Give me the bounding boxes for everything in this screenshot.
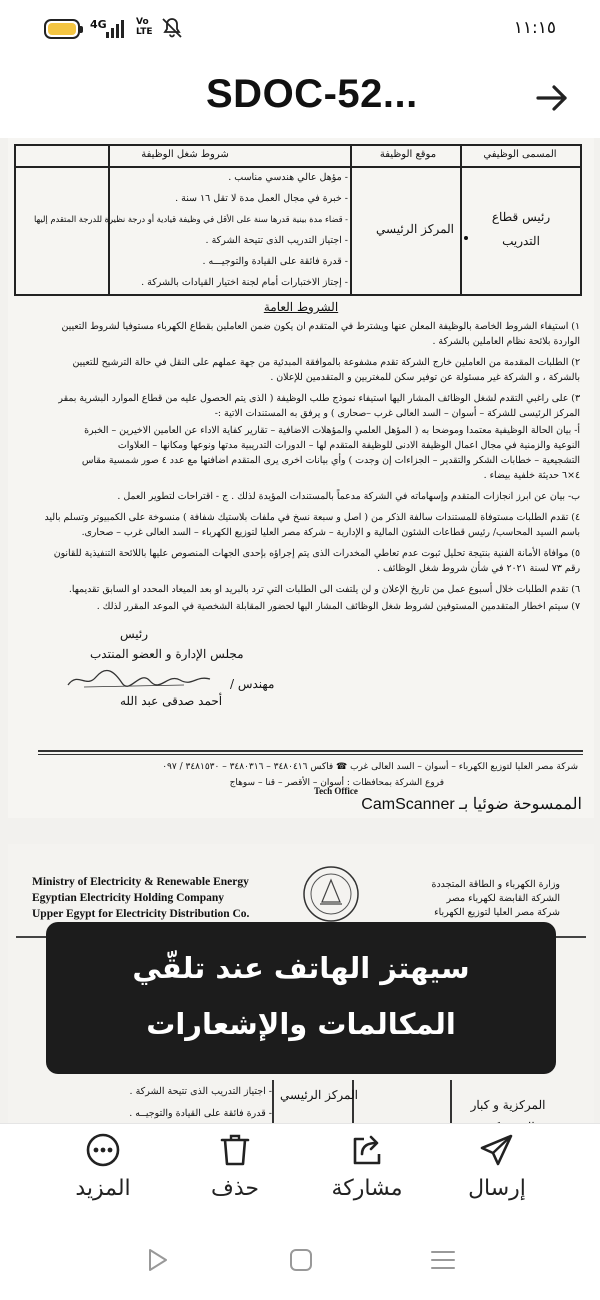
- send-button[interactable]: [442, 1132, 552, 1222]
- letterhead-english: Ministry of Electricity & Renewable Energy Egyptian Electricity Holding Company Upper Egypt for Electricity Distribution Co.: [32, 876, 250, 920]
- toast-message: [46, 922, 556, 1074]
- header-requirements: شروط شغل الوظيفة: [141, 149, 229, 160]
- job-table: [14, 144, 582, 296]
- company-seal-icon: [298, 864, 364, 924]
- job-title-line1: المركزية و كبار: [470, 1098, 546, 1112]
- battery-icon: [44, 19, 80, 39]
- paragraph: التشجيعية – خطابات الشكر والتقدير – الجزاءات إن وجدت ) وأي بيانات اخرى يرى المتقدم اضافتها مع عدد ٤ صور شمسية مقاس: [81, 455, 580, 466]
- delete-button[interactable]: [180, 1132, 290, 1222]
- header-location: موقع الوظيفة: [379, 149, 437, 160]
- paragraph: ب- بيان عن ابرز انجازات المتقدم وإسهاماته في الشركة مدعماً بالمستندات المؤيدة لذلك . ج - اقتراحات لتطوير العمل .: [117, 491, 580, 502]
- requirement: - اجتياز التدريب الذى تتيحة الشركة .: [205, 235, 348, 246]
- more-icon: [85, 1132, 121, 1168]
- home-square-icon[interactable]: [286, 1245, 316, 1275]
- clock: ١١:١٥: [513, 18, 556, 38]
- job-location: المركز الرئيسي: [280, 1088, 358, 1102]
- paragraph: بالشركة ، و الشركة غير مسئولة عن توفير سكن للمغتربين و المتقدمين للإعلان .: [270, 372, 580, 383]
- requirement: - قدرة فائقة على القيادة والتوجيـــه .: [202, 256, 348, 267]
- viewer-header: [0, 58, 600, 138]
- requirement: - خبرة في مجال العمل مدة لا تقل ١٦ سنة .: [175, 193, 348, 204]
- footer-divider-thin: [38, 754, 583, 755]
- back-triangle-icon[interactable]: [142, 1245, 172, 1275]
- paragraph: ٤×٦ حديثة خلفية بيضاء .: [483, 470, 580, 481]
- paragraph: ٢) الطلبات المقدمة من العاملين خارج الشركة تقدم مشفوعة بالموافقة المبدئية من جهة عملهم على النقل في حالة الترشيح للتعيين: [72, 357, 580, 368]
- share-button[interactable]: [312, 1132, 422, 1222]
- paragraph: رقم ٧٣ لسنة ٢٠٢١ في شأن شروط شغل الوظائف .: [377, 563, 580, 574]
- requirement: - قضاء مدة بينية قدرها سنة على الأقل في وظيفة قيادية أو درجة نظيرة للدرجة المتقدم إليها: [34, 214, 348, 224]
- handwritten-signature: [64, 665, 214, 693]
- footer-address: شركة مصر العليا لتوزيع الكهرباء – أسوان – السد العالى غرب ☎ فاكس ٣٤٨٠٤١٦ – ٣٤٨٠٣١٦ – ٣٤٨١٥٣٠ / ٠٩٧: [162, 762, 578, 772]
- toast-line1: سيهتز الهاتف عند تلقّي: [132, 951, 470, 985]
- document-page-1: [8, 138, 594, 818]
- volte-icon: Vo LTE: [136, 17, 153, 37]
- network-type: 4G: [90, 18, 107, 31]
- signature-role: رئيس: [120, 627, 149, 641]
- signal-icon: [106, 20, 124, 38]
- job-title-line1: رئيس قطاع: [491, 210, 551, 224]
- delete-label: حذف: [211, 1176, 259, 1201]
- requirement: - مؤهل عالي هندسي مناسب .: [228, 172, 348, 183]
- share-label: مشاركة: [331, 1176, 403, 1201]
- job-title-line2: التدريب: [502, 234, 540, 248]
- more-label: المزيد: [75, 1176, 131, 1201]
- footer-branches: فروع الشركة بمحافظات : أسوان – الأقصر – قنا – سوهاج: [229, 778, 444, 788]
- paragraph: ٥) موافاة الأمانة الفنية بنتيجة تحليل ثبوت عدم تعاطي المخدرات الذى يتم إجراؤه بإحدى الجهات المنصوص عليها باللائحة التنفيذية للقانون: [53, 548, 580, 559]
- bottom-action-bar: [0, 1123, 600, 1223]
- paragraph: أ- بيان الحالة الوظيفية معتمدا وموضحا به ( المؤهل العلمي والمؤهلات الاضافية – تقارير كفاية الاداء عن العامين الاخيرين – الخبرة: [84, 425, 580, 436]
- document-title: SDOC-52...: [206, 72, 418, 116]
- system-nav-bar: [0, 1223, 600, 1300]
- trash-icon: [217, 1132, 253, 1168]
- recents-lines-icon[interactable]: [428, 1245, 458, 1275]
- requirement: - اجتياز التدريب الذى تتيحة الشركة .: [129, 1086, 272, 1097]
- job-location: المركز الرئيسي: [376, 222, 454, 236]
- arrow-right-icon[interactable]: [532, 78, 572, 118]
- paragraph: ١) استيفاء الشروط الخاصة بالوظيفة المعلن عنها ويشترط في المتقدم ان يكون ضمن العاملين بقطاع الكهرباء مستوفيا لشروط التعيين: [61, 321, 580, 332]
- signature-name: أحمد صدقى عبد الله: [120, 694, 223, 708]
- share-icon: [349, 1132, 385, 1168]
- status-bar: [0, 0, 600, 58]
- more-button[interactable]: [48, 1132, 158, 1222]
- paragraph: ٦) تقدم الطلبات خلال أسبوع عمل من تاريخ الإعلان و لن يلتفت الى الطلبات التي ترد بالبريد او بعد الميعاد المحدد او السابق تقديمها.: [68, 584, 580, 595]
- general-conditions-title: الشروط العامة: [263, 300, 339, 314]
- send-icon: [479, 1132, 515, 1168]
- camscanner-watermark: الممسوحة ضوئيا بـ CamScanner: [361, 796, 582, 813]
- footer-divider: [38, 750, 583, 752]
- requirement: - قدرة فائقة على القيادة والتوجيــه .: [129, 1108, 272, 1119]
- paragraph: ٧) سيتم اخطار المتقدمين المستوفين لشروط شغل الوظائف المشار اليها لحضور المقابلة الشخصية في الموعد المقرر لذلك .: [96, 601, 580, 612]
- paragraph: المركز الرئيسى للشركة – أسوان – السد العالى غرب –صحارى ) و يرفق به المستندات الاتية :-: [214, 408, 580, 419]
- paragraph: ٤) تقدم الطلبات مستوفاة للمستندات سالفة الذكر من ( اصل و سبعة نسخ في ملفات بلاستيك شفافة ) منسوخة على الكمبيوتر وتسلم باليد: [44, 512, 580, 523]
- signature-eng: مهندس /: [230, 677, 275, 691]
- paragraph: النوعية والزمنية في مجال اعمال الوظيفة الادنى للوظيفة المتقدم لها – الدورات التدريبية مدتها ونوعها ومكانها – العلاوات: [117, 440, 580, 451]
- send-label: إرسال: [468, 1176, 526, 1201]
- bell-off-icon: [160, 16, 184, 40]
- toast-line2: المكالمات والإشعارات: [146, 1007, 456, 1041]
- header-job-title: المسمى الوظيفي: [483, 149, 557, 160]
- paragraph: باسم السيد المحاسب/ رئيس قطاعات الشئون المالية و الإدارية – شركة مصر العليا لتوزيع الكهرباء – السد العالى غرب – صحارى.: [81, 527, 580, 538]
- letterhead-arabic: وزارة الكهرباء و الطاقة المتجددة الشركة القابضة لكهرباء مصر شركة مصر العليا لتوزيع الكهرباء: [431, 879, 560, 918]
- signature-role: مجلس الإدارة و العضو المنتدب: [90, 647, 244, 661]
- paragraph: ٣) على راغبي التقدم لشغل الوظائف المشار اليها استيفاء نموذج طلب الوظيفة ( الذى يتم الحصول عليه من قطاع الموارد البشرية بمقر: [58, 393, 580, 404]
- requirement: - إجتاز الاختبارات أمام لجنة اختيار القيادات بالشركة .: [141, 277, 348, 288]
- paragraph: الواردة بلائحة نظام العاملين بالشركة .: [432, 336, 580, 347]
- tech-office-stamp: Tech Office: [314, 786, 358, 796]
